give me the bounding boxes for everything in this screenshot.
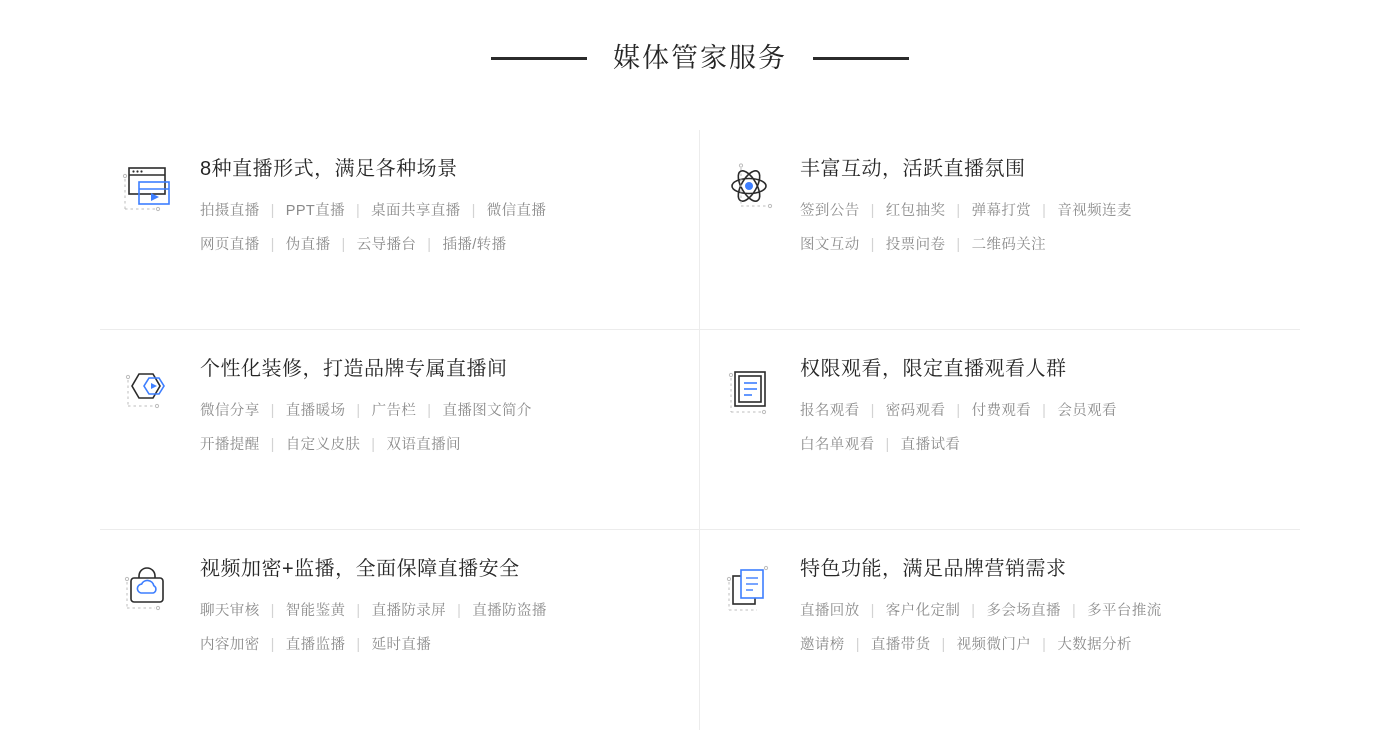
tag-separator: | (270, 603, 275, 619)
tag-separator: | (1042, 203, 1047, 219)
tag-separator: | (427, 236, 432, 253)
feature-tag: 图文互动 (800, 236, 860, 253)
feature-tag-row (200, 638, 547, 653)
feature-tag: 签到公告 (800, 203, 860, 219)
feature-card-security (100, 530, 700, 730)
feature-title: 个性化装修，打造品牌专属直播间 (200, 358, 508, 380)
feature-tag: 多平台推流 (1087, 603, 1162, 619)
feature-card-live-forms (100, 130, 700, 330)
feature-tag: 直播监播 (285, 636, 346, 653)
tag-separator: | (1042, 403, 1047, 419)
feature-tag: 广告栏 (371, 403, 417, 419)
feature-tag: 报名观看 (800, 403, 860, 419)
tag-separator: | (471, 203, 476, 219)
tag-separator: | (356, 636, 361, 653)
feature-tag: 直播暖场 (285, 403, 346, 419)
tag-separator: | (270, 636, 275, 653)
live-window-icon (108, 154, 200, 226)
feature-tag-row (200, 604, 547, 619)
feature-tag-row (200, 404, 532, 419)
feature-tag-row (800, 604, 1162, 619)
feature-body (800, 354, 1117, 452)
feature-tag: 延时直播 (371, 636, 432, 653)
feature-tag-row (200, 238, 546, 253)
feature-tag: 白名单观看 (800, 436, 875, 453)
tag-separator: | (956, 203, 961, 219)
feature-tag: 直播图文简介 (442, 403, 532, 419)
feature-tag: 微信分享 (200, 403, 260, 419)
feature-title: 8种直播形式，满足各种场景 (200, 158, 458, 180)
feature-tag: PPT直播 (285, 203, 345, 219)
feature-tag: 付费观看 (971, 403, 1032, 419)
feature-tag-row (800, 438, 1117, 453)
feature-tag: 内容加密 (200, 636, 260, 653)
feature-tag: 客户化定制 (885, 603, 961, 619)
copy-pages-icon (708, 554, 800, 626)
feature-body (200, 154, 546, 252)
tag-separator: | (971, 603, 976, 619)
tag-separator: | (355, 203, 361, 219)
cloud-lock-icon (108, 554, 200, 626)
document-permission-icon (708, 354, 800, 426)
feature-tag: 音视频连麦 (1057, 203, 1132, 219)
tag-separator: | (341, 236, 346, 253)
tag-separator: | (885, 436, 890, 453)
feature-card-interaction (700, 130, 1300, 330)
tag-separator: | (956, 236, 961, 253)
tag-separator: | (870, 236, 875, 253)
page-title: 媒体管家服务 (613, 42, 787, 73)
tag-separator: | (270, 203, 275, 219)
feature-tag: 双语直播间 (386, 436, 461, 453)
tag-separator: | (270, 403, 275, 419)
feature-tag-row (200, 438, 532, 453)
feature-tag: 插播/转播 (442, 236, 507, 253)
tag-separator: | (356, 403, 361, 419)
feature-tag: 伪直播 (285, 236, 331, 253)
feature-tag: 会员观看 (1057, 403, 1117, 419)
feature-body (800, 154, 1132, 252)
feature-tag-row (800, 404, 1117, 419)
tag-separator: | (371, 436, 376, 453)
feature-tag: 视频微门户 (956, 636, 1032, 653)
feature-tag: 红包抽奖 (885, 203, 946, 219)
feature-title: 特色功能，满足品牌营销需求 (800, 558, 1067, 580)
tag-separator: | (956, 403, 961, 419)
feature-tag-row (800, 638, 1162, 653)
feature-tag: 邀请榜 (800, 636, 845, 653)
tag-separator: | (457, 603, 462, 619)
tag-separator: | (1042, 636, 1047, 653)
feature-tag: 直播防录屏 (371, 603, 447, 619)
tag-separator: | (870, 403, 875, 419)
feature-title: 视频加密+监播，全面保障直播安全 (200, 558, 520, 580)
tag-separator: | (356, 603, 361, 619)
feature-title: 权限观看，限定直播观看人群 (800, 358, 1067, 380)
atom-interaction-icon (708, 154, 800, 226)
tag-separator: | (870, 203, 875, 219)
feature-tag: 云导播台 (356, 236, 417, 253)
feature-tag: 自定义皮肤 (285, 436, 361, 453)
feature-tag: 智能鉴黄 (285, 603, 346, 619)
feature-tag: 投票问卷 (885, 236, 946, 253)
feature-tag: 开播提醒 (200, 436, 260, 453)
feature-tag-row (800, 238, 1132, 253)
tag-separator: | (1071, 603, 1077, 619)
header-rule-right (813, 57, 909, 60)
feature-tag: 拍摄直播 (200, 203, 260, 219)
feature-tag-row (800, 204, 1132, 219)
page-header (0, 0, 1400, 84)
feature-tag: 微信直播 (486, 203, 547, 219)
tag-separator: | (270, 436, 275, 453)
feature-tag: 多会场直播 (986, 603, 1061, 619)
feature-tag-row (200, 204, 546, 219)
feature-title: 丰富互动，活跃直播氛围 (800, 158, 1026, 180)
hexagon-brand-icon (108, 354, 200, 426)
feature-tag: 直播带货 (870, 636, 931, 653)
tag-separator: | (270, 236, 275, 253)
feature-tag: 直播试看 (900, 436, 961, 453)
feature-tag: 桌面共享直播 (371, 203, 461, 219)
tag-separator: | (870, 603, 875, 619)
feature-card-permission (700, 330, 1300, 530)
feature-tag: 密码观看 (885, 403, 946, 419)
header-rule-left (491, 57, 587, 60)
feature-tag: 网页直播 (200, 236, 260, 253)
feature-tag: 直播防盗播 (472, 603, 547, 619)
feature-tag: 弹幕打赏 (971, 203, 1032, 219)
tag-separator: | (427, 403, 432, 419)
feature-body (800, 554, 1162, 652)
feature-card-customization (100, 330, 700, 530)
feature-tag: 直播回放 (800, 603, 860, 619)
feature-tag: 二维码关注 (971, 236, 1047, 253)
feature-body (200, 354, 532, 452)
feature-tag: 大数据分析 (1057, 636, 1132, 653)
feature-card-marketing (700, 530, 1300, 730)
feature-body (200, 554, 547, 652)
tag-separator: | (855, 636, 860, 653)
tag-separator: | (941, 636, 946, 653)
feature-tag: 聊天审核 (200, 603, 260, 619)
feature-grid (100, 130, 1300, 730)
